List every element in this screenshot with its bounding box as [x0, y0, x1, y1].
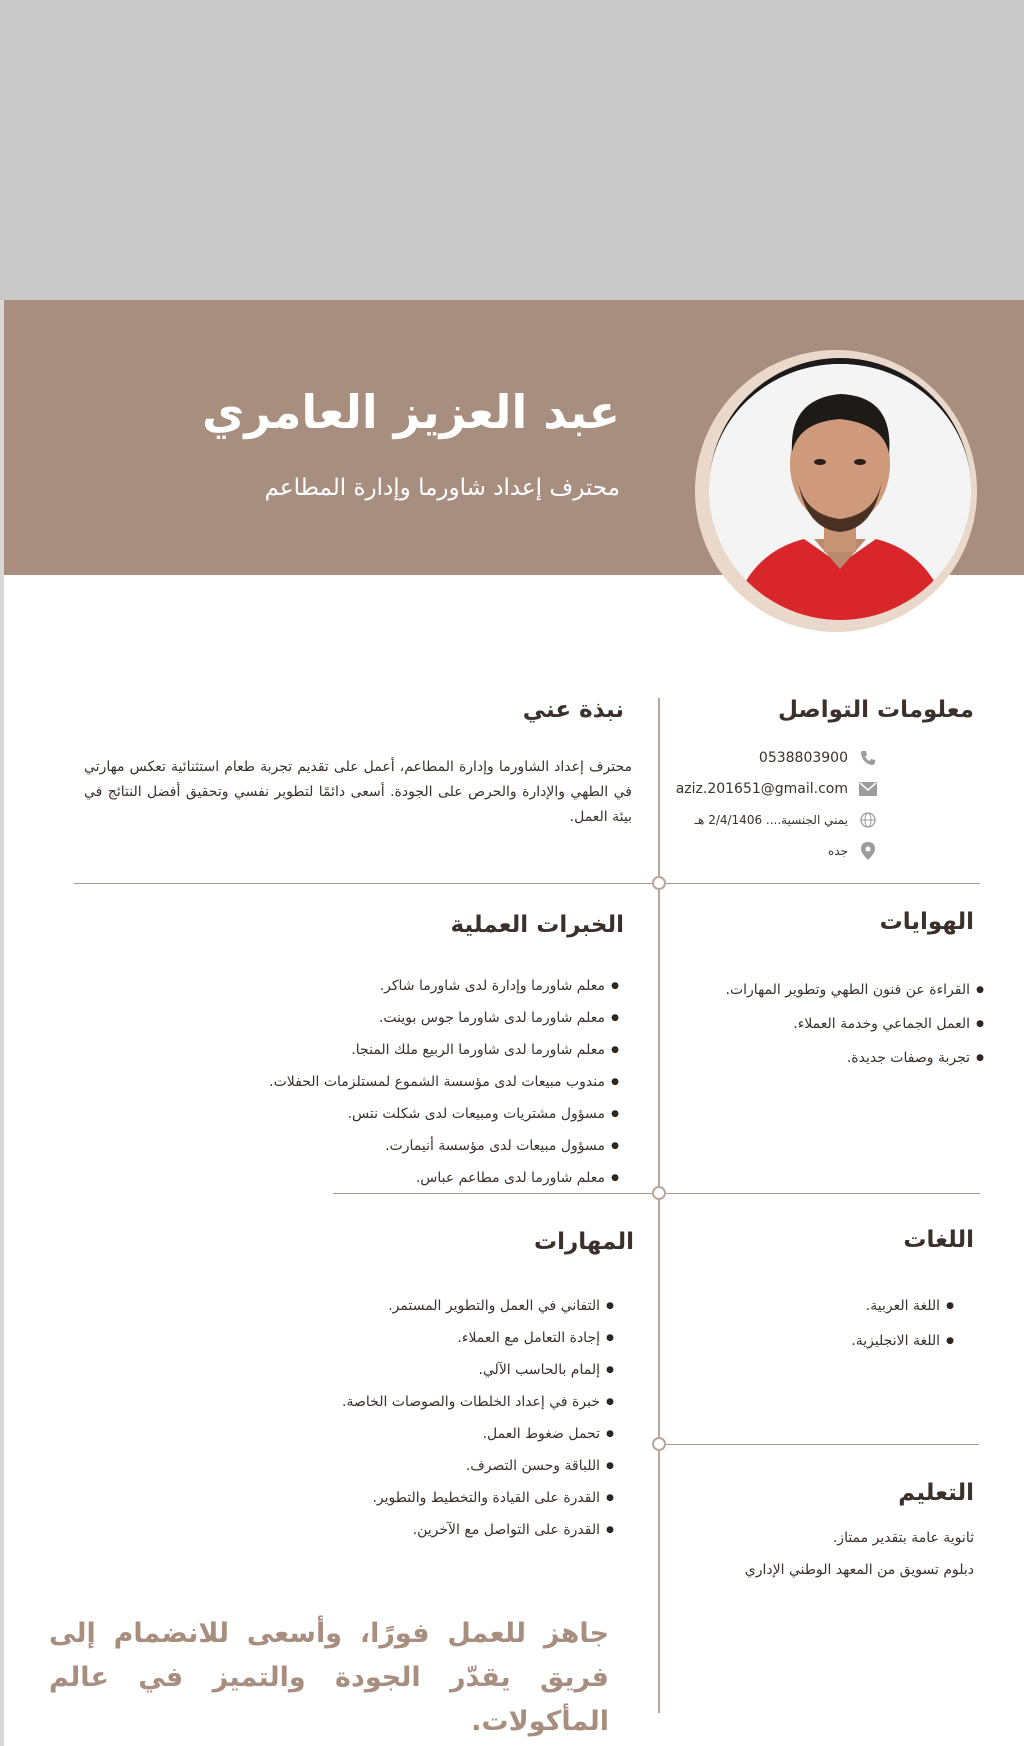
- experience-heading: الخبرات العملية: [451, 912, 624, 938]
- city-text: جده: [827, 843, 848, 858]
- experience-item: ● معلم شاورما لدى مطاعم عباس.: [269, 1162, 619, 1194]
- hobbies-list: [726, 973, 984, 1075]
- skill-item: ● اللباقة وحسن التصرف.: [342, 1450, 614, 1482]
- skill-item: ● خبرة في إعداد الخلطات والصوصات الخاصة.: [342, 1386, 614, 1418]
- divider-dot: [652, 1186, 666, 1200]
- email-icon: [858, 779, 878, 799]
- section-divider-1: [74, 883, 980, 884]
- skill-item: ● إجادة التعامل مع العملاء.: [342, 1322, 614, 1354]
- experience-item: ● معلم شاورما لدى شاورما جوس بوينت.: [269, 1002, 619, 1034]
- location-pin-icon: [858, 841, 878, 861]
- education-heading: التعليم: [898, 1480, 974, 1506]
- education-item: ثانوية عامة بتقدير ممتاز.: [832, 1530, 974, 1546]
- skills-heading: المهارات: [534, 1229, 634, 1255]
- language-item: ● اللغة العربية.: [851, 1289, 954, 1324]
- nationality-row: [658, 804, 878, 835]
- skill-item: ● القدرة على التواصل مع الآخرين.: [342, 1514, 614, 1546]
- languages-list: [851, 1289, 954, 1359]
- skill-item: ● التفاني في العمل والتطوير المستمر.: [342, 1290, 614, 1322]
- nationality-text: يمني الجنسية.... 2/4/1406 هـ: [694, 812, 848, 827]
- globe-icon: [858, 810, 878, 830]
- phone-icon: [858, 748, 878, 768]
- section-divider-3: [659, 1444, 979, 1445]
- experience-item: ● مسؤول مبيعات لدى مؤسسة أنيمارت.: [269, 1130, 619, 1162]
- phone-number: 0538803900: [758, 749, 848, 766]
- languages-heading: اللغات: [903, 1227, 974, 1253]
- hobby-item: ● العمل الجماعي وخدمة العملاء.: [726, 1007, 984, 1041]
- profile-photo: [709, 358, 971, 620]
- email-row[interactable]: [658, 773, 878, 804]
- experience-item: ● مندوب مبيعات لدى مؤسسة الشموع لمستلزمات الحفلات.: [269, 1066, 619, 1098]
- skill-item: ● إلمام بالحاسب الآلي.: [342, 1354, 614, 1386]
- experience-item: ● مسؤول مشتريات ومبيعات لدى شكلت نتس.: [269, 1098, 619, 1130]
- contact-heading: معلومات التواصل: [778, 697, 974, 723]
- phone-row[interactable]: [658, 742, 878, 773]
- about-text: محترف إعداد الشاورما وإدارة المطاعم، أعمل على تقديم تجربة طعام استثنائية تعكس مهارتي في الطهي والإدارة والحرص على الجودة. أسعى دائمًا لتطوير نفسي وتحقيق أفضل النتائج في بيئة العمل.: [84, 759, 632, 825]
- hobby-item: ● تجربة وصفات جديدة.: [726, 1041, 984, 1075]
- closing-statement: جاهز للعمل فورًا، وأسعى للانضمام إلى فريق يقدّر الجودة والتميز في عالم المأكولات.: [49, 1618, 609, 1737]
- divider-dot: [652, 876, 666, 890]
- candidate-name: عبد العزيز العامري: [202, 385, 620, 439]
- skills-list: [342, 1290, 614, 1546]
- email-address: aziz.201651@gmail.com: [675, 780, 848, 797]
- top-gray-area: [0, 0, 1024, 300]
- skill-item: ● القدرة على القيادة والتخطيط والتطوير.: [342, 1482, 614, 1514]
- city-row: [658, 835, 878, 866]
- candidate-title: محترف إعداد شاورما وإدارة المطاعم: [264, 475, 620, 501]
- person-avatar-icon: [709, 364, 971, 620]
- skill-item: ● تحمل ضغوط العمل.: [342, 1418, 614, 1450]
- education-item: دبلوم تسويق من المعهد الوطني الإداري: [744, 1562, 974, 1578]
- about-heading: نبذة عني: [523, 697, 624, 723]
- experience-item: ● معلم شاورما لدى شاورما الربيع ملك المنجا.: [269, 1034, 619, 1066]
- divider-dot: [652, 1437, 666, 1451]
- language-item: ● اللغة الانجليزية.: [851, 1324, 954, 1359]
- hobbies-heading: الهوايات: [880, 909, 974, 935]
- contact-info: [658, 742, 878, 866]
- experience-item: ● معلم شاورما وإدارة لدى شاورما شاكر.: [269, 970, 619, 1002]
- hobby-item: ● القراءة عن فنون الطهي وتطوير المهارات.: [726, 973, 984, 1007]
- experience-list: [269, 970, 619, 1194]
